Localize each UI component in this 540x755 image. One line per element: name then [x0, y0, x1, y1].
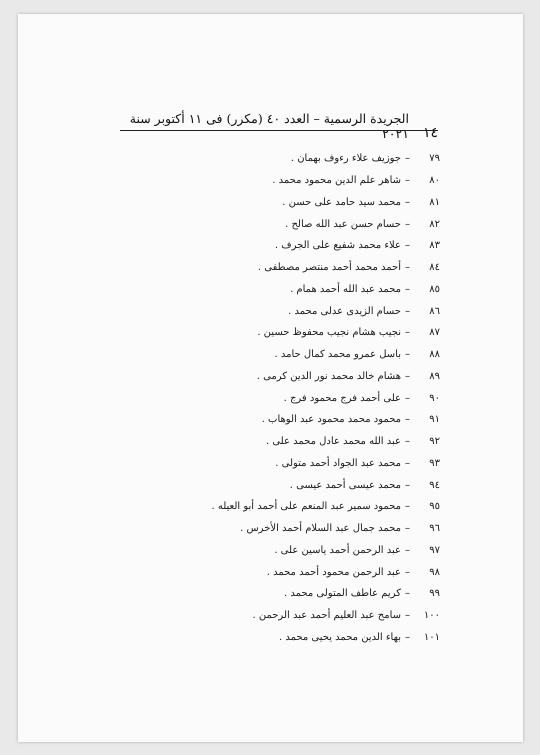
item-number: ٨٧: [429, 327, 440, 339]
item-dash: –: [405, 392, 410, 404]
item-dash: –: [405, 436, 410, 448]
item-name: بهاء الدين محمد يحيى محمد .: [279, 631, 401, 643]
item-number: ٩٠: [429, 392, 440, 404]
list-item: [211, 605, 440, 627]
item-name: محمد جمال عبد السلام أحمد الأخرس .: [240, 523, 401, 535]
item-name: كريم عاطف المتولى محمد .: [284, 588, 401, 600]
header-rule: [120, 130, 438, 131]
item-number: ٩٤: [429, 479, 440, 491]
item-dash: –: [405, 588, 410, 600]
item-name: محمد عبد الله أحمد همام .: [290, 283, 401, 295]
item-name: عبد الرحمن أحمد ياسين على .: [274, 544, 401, 556]
item-number: ٨٠: [429, 175, 440, 187]
item-number: ٧٩: [429, 153, 440, 165]
item-number: ٩٣: [429, 457, 440, 469]
item-dash: –: [405, 153, 410, 165]
item-name: شاهر علم الدين محمود محمد .: [272, 175, 401, 187]
item-dash: –: [405, 523, 410, 535]
names-list: [211, 148, 440, 648]
item-dash: –: [405, 327, 410, 339]
item-dash: –: [405, 370, 410, 382]
list-item: [211, 627, 440, 649]
item-dash: –: [405, 349, 410, 361]
list-item: [211, 453, 440, 475]
item-number: ٩١: [429, 414, 440, 426]
item-name: على أحمد فرج محمود فرج .: [283, 392, 401, 404]
list-item: [211, 583, 440, 605]
item-number: ٩٦: [429, 523, 440, 535]
item-name: محمود سمير عبد المنعم على أحمد أبو العيله .: [211, 501, 401, 513]
page-header: [120, 111, 438, 141]
list-item: [211, 322, 440, 344]
list-item: [211, 518, 440, 540]
item-number: ٨٥: [429, 283, 440, 295]
list-item: [211, 257, 440, 279]
item-number: ٩٢: [429, 436, 440, 448]
item-dash: –: [405, 196, 410, 208]
item-number: ٨٦: [429, 305, 440, 317]
item-name: عبد الله محمد عادل محمد على .: [265, 436, 401, 448]
list-item: [211, 496, 440, 518]
item-name: جوزيف علاء رءوف بهمان .: [290, 153, 401, 165]
list-item: [211, 366, 440, 388]
item-number: ٩٩: [429, 588, 440, 600]
item-dash: –: [405, 631, 410, 643]
item-dash: –: [405, 262, 410, 274]
item-number: ٨٨: [429, 349, 440, 361]
list-item: [211, 213, 440, 235]
item-number: ٨٩: [429, 370, 440, 382]
item-name: محمد عيسى أحمد عيسى .: [289, 479, 401, 491]
item-dash: –: [405, 175, 410, 187]
item-name: سامح عبد العليم أحمد عبد الرحمن .: [252, 610, 401, 622]
item-name: أحمد محمد أحمد منتصر مصطفى .: [257, 262, 401, 274]
list-item: [211, 474, 440, 496]
item-dash: –: [405, 479, 410, 491]
list-item: [211, 409, 440, 431]
item-dash: –: [405, 610, 410, 622]
item-number: ٨٣: [429, 240, 440, 252]
gazette-title: الجريدة الرسمية – العدد ٤٠ (مكرر) فى ١١ أكتوبر سنة ٢٠٢١: [129, 111, 409, 141]
list-item: [211, 192, 440, 214]
item-name: حسام الزيدى عدلى محمد .: [288, 305, 401, 317]
item-dash: –: [405, 283, 410, 295]
list-item: [211, 561, 440, 583]
item-name: عبد الرحمن محمود أحمد محمد .: [266, 566, 401, 578]
item-dash: –: [405, 501, 410, 513]
list-item: [211, 540, 440, 562]
item-dash: –: [405, 240, 410, 252]
item-number: ٨١: [429, 196, 440, 208]
list-item: [211, 235, 440, 257]
item-dash: –: [405, 218, 410, 230]
item-name: محمد سيد حامد على حسن .: [282, 196, 401, 208]
item-name: محمد عبد الجواد أحمد متولى .: [275, 457, 401, 469]
item-name: محمود محمد محمود عبد الوهاب .: [261, 414, 401, 426]
item-dash: –: [405, 566, 410, 578]
item-name: باسل عمرو محمد كمال حامد .: [274, 349, 401, 361]
item-name: علاء محمد شفيع على الجرف .: [274, 240, 401, 252]
item-number: ١٠١: [423, 631, 440, 643]
item-number: ١٠٠: [423, 610, 440, 622]
page-number: ١٤: [422, 125, 438, 141]
list-item: [211, 279, 440, 301]
list-item: [211, 170, 440, 192]
item-number: ٨٤: [429, 262, 440, 274]
list-item: [211, 300, 440, 322]
item-dash: –: [405, 457, 410, 469]
item-number: ٩٥: [429, 501, 440, 513]
item-number: ٨٢: [429, 218, 440, 230]
list-item: [211, 344, 440, 366]
item-name: نجيب هشام نجيب محفوظ حسين .: [257, 327, 401, 339]
item-dash: –: [405, 305, 410, 317]
list-item: [211, 431, 440, 453]
item-name: هشام خالد محمد نور الدين كرمى .: [256, 370, 401, 382]
item-dash: –: [405, 544, 410, 556]
list-item: [211, 148, 440, 170]
item-name: حسام حسن عبد الله صالح .: [285, 218, 401, 230]
item-number: ٩٨: [429, 566, 440, 578]
item-number: ٩٧: [429, 544, 440, 556]
list-item: [211, 387, 440, 409]
item-dash: –: [405, 414, 410, 426]
